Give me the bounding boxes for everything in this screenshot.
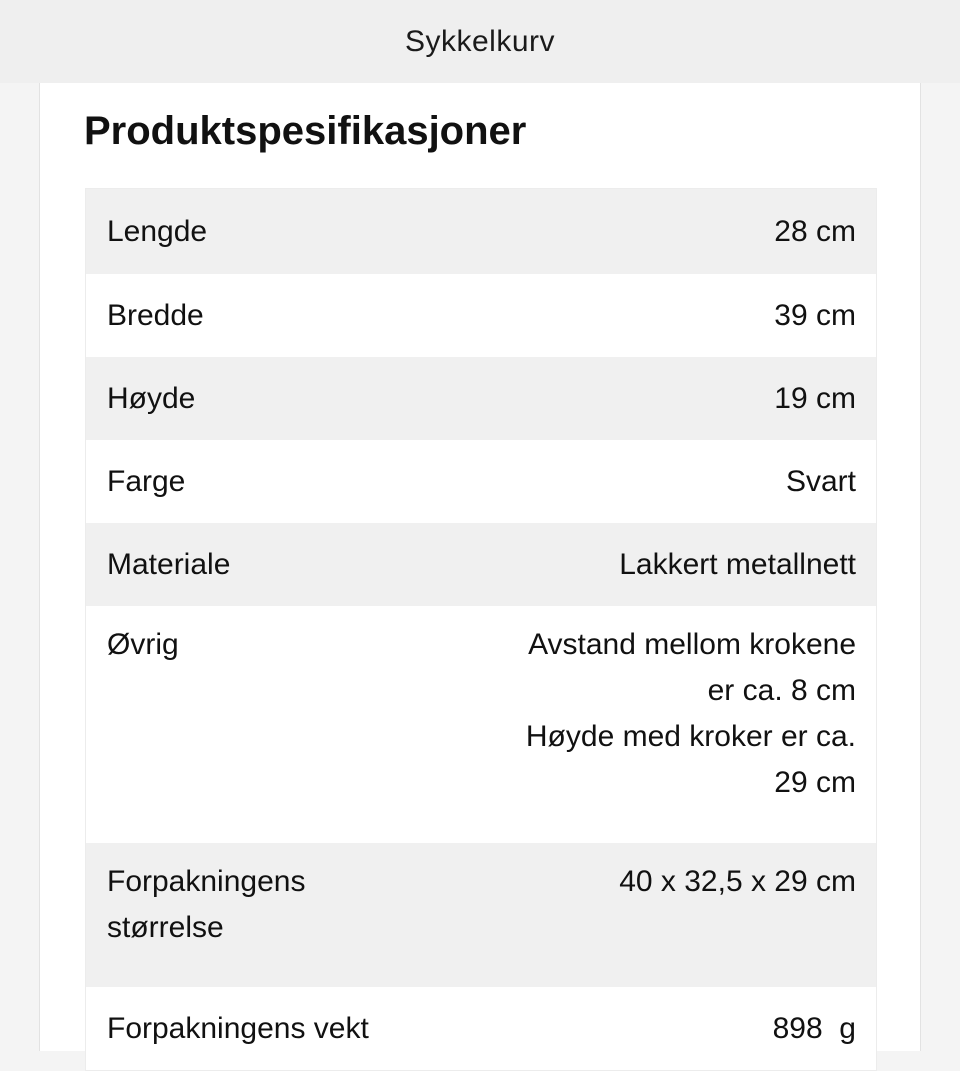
- spec-label-line: størrelse: [107, 911, 224, 944]
- spec-value: 19 cm: [437, 357, 877, 440]
- top-bar: [0, 0, 960, 83]
- spec-row-materiale: [86, 523, 877, 606]
- spec-label: Øvrig: [86, 606, 438, 843]
- spec-row-ovrig: [86, 606, 877, 843]
- spec-value-line: Avstand mellom krokene: [528, 628, 856, 661]
- spec-row-forpakningens-storrelse: [86, 843, 877, 987]
- spec-card: [39, 83, 921, 1051]
- spec-label: [86, 843, 438, 987]
- spec-row-bredde: [86, 274, 877, 357]
- spec-value: 898 g: [437, 987, 877, 1071]
- spec-label-line: Forpakningens: [107, 865, 306, 898]
- spec-value: 40 x 32,5 x 29 cm: [437, 843, 877, 987]
- spec-row-hoyde: [86, 357, 877, 440]
- spec-value-line: Høyde med kroker er ca.: [525, 720, 856, 753]
- spec-row-farge: [86, 440, 877, 523]
- spec-table: [85, 188, 877, 1071]
- page-title: Sykkelkurv: [404, 24, 556, 58]
- spec-value-line: er ca. 8 cm: [707, 674, 856, 707]
- section-title: Produktspesifikasjoner: [84, 109, 527, 153]
- spec-label: Bredde: [86, 274, 438, 357]
- spec-value: [437, 606, 877, 843]
- spec-value: 28 cm: [437, 189, 877, 275]
- spec-label: Lengde: [86, 189, 438, 275]
- spec-value: 39 cm: [437, 274, 877, 357]
- spec-label: Farge: [86, 440, 438, 523]
- spec-value: Svart: [437, 440, 877, 523]
- spec-row-forpakningens-vekt: [86, 987, 877, 1071]
- spec-label: Høyde: [86, 357, 438, 440]
- spec-label: Forpakningens vekt: [86, 987, 438, 1071]
- spec-label: Materiale: [86, 523, 438, 606]
- spec-value-line: 29 cm: [774, 766, 856, 799]
- spec-row-lengde: [86, 189, 877, 275]
- spec-value: Lakkert metallnett: [437, 523, 877, 606]
